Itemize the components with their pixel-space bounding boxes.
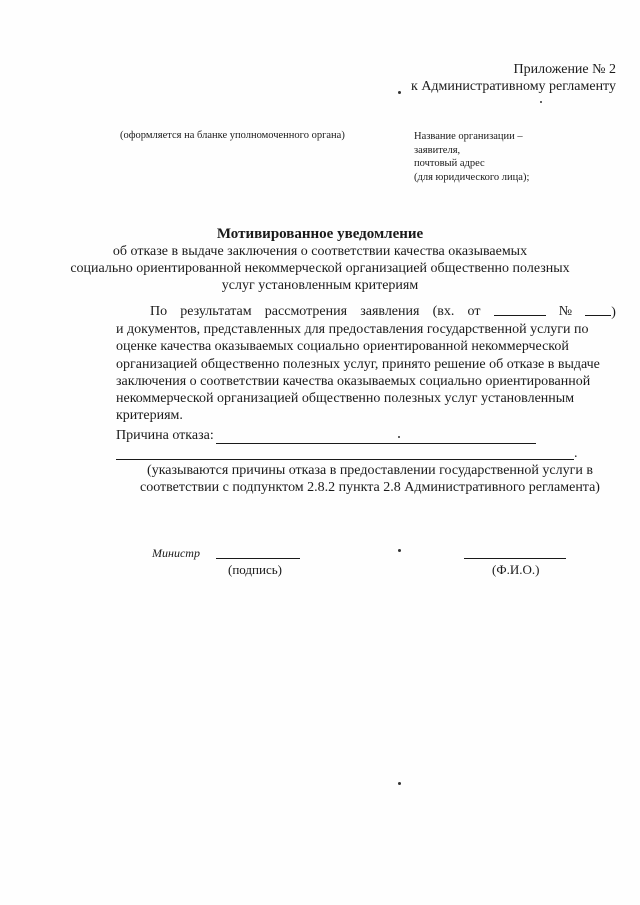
scan-speck: [398, 91, 401, 94]
body-line-first: [116, 303, 616, 321]
recipient-line: почтовый адрес: [414, 158, 485, 169]
appendix-number: Приложение № 2: [513, 62, 616, 77]
signature-label: (подпись): [228, 562, 282, 577]
body-line: заключения о соответствии качества оказываемых социально ориентированной: [116, 373, 591, 389]
refusal-reason-line-2[interactable]: [116, 459, 574, 460]
document-title: Мотивированное уведомление: [216, 226, 424, 242]
body-line: оценке качества оказываемых социально ориентированной некоммерческой: [116, 339, 569, 355]
body-word: (вх.: [432, 304, 455, 319]
form-blank-note: (оформляется на бланке уполномоченного органа): [120, 130, 345, 141]
signatory-role: Министр: [152, 546, 200, 560]
body-word: результатам: [180, 304, 252, 319]
subtitle-line: социально ориентированной некоммерческой организацией общественно полезных: [70, 261, 570, 276]
recipient-line: (для юридического лица);: [414, 171, 530, 183]
body-paragraph: [116, 303, 616, 424]
full-name-label: (Ф.И.О.): [492, 562, 540, 577]
body-line: критериям.: [116, 408, 183, 424]
body-word: заявления: [360, 304, 420, 319]
recipient-line: заявителя,: [414, 144, 461, 156]
subtitle-line: об отказе в выдаче заключения о соответствии качества оказываемых: [112, 244, 528, 259]
refusal-reason-note: [120, 462, 620, 496]
signature-line[interactable]: [216, 558, 300, 559]
body-word: По: [150, 304, 168, 319]
refusal-reason-label: Причина отказа:: [116, 428, 214, 443]
body-line: организацией общественно полезных услуг, принято решение об отказе в выдаче: [116, 356, 600, 372]
incoming-date-blank[interactable]: [494, 303, 546, 316]
refusal-reason-line[interactable]: [216, 443, 536, 444]
document-subtitle: [0, 243, 640, 294]
scan-speck: [540, 101, 542, 103]
body-line: и документов, представленных для предоставления государственной услуги по: [116, 322, 589, 338]
body-word: от: [467, 304, 481, 319]
recipient-line: Название организации –: [414, 131, 523, 142]
scan-speck: [398, 782, 401, 785]
scan-speck: [398, 436, 400, 438]
full-name-line[interactable]: [464, 558, 566, 559]
body-line: некоммерческой организацией общественно полезных услуг установленным: [116, 391, 575, 407]
appendix-reference: к Административному регламенту: [411, 79, 616, 94]
note-line: (указываются причины отказа в предоставлении государственной услуги в: [147, 463, 593, 478]
note-line: соответствии с подпунктом 2.8.2 пункта 2.8 Административного регламента): [140, 480, 600, 495]
incoming-number-blank[interactable]: [585, 303, 611, 316]
number-sign: №: [558, 304, 573, 319]
reason-end-mark: .: [574, 446, 578, 461]
scan-speck: [398, 549, 401, 552]
subtitle-line: услуг установленным критериям: [221, 278, 419, 293]
closing-paren: ): [611, 305, 616, 320]
body-word: рассмотрения: [264, 304, 348, 319]
recipient-block: [414, 130, 529, 184]
